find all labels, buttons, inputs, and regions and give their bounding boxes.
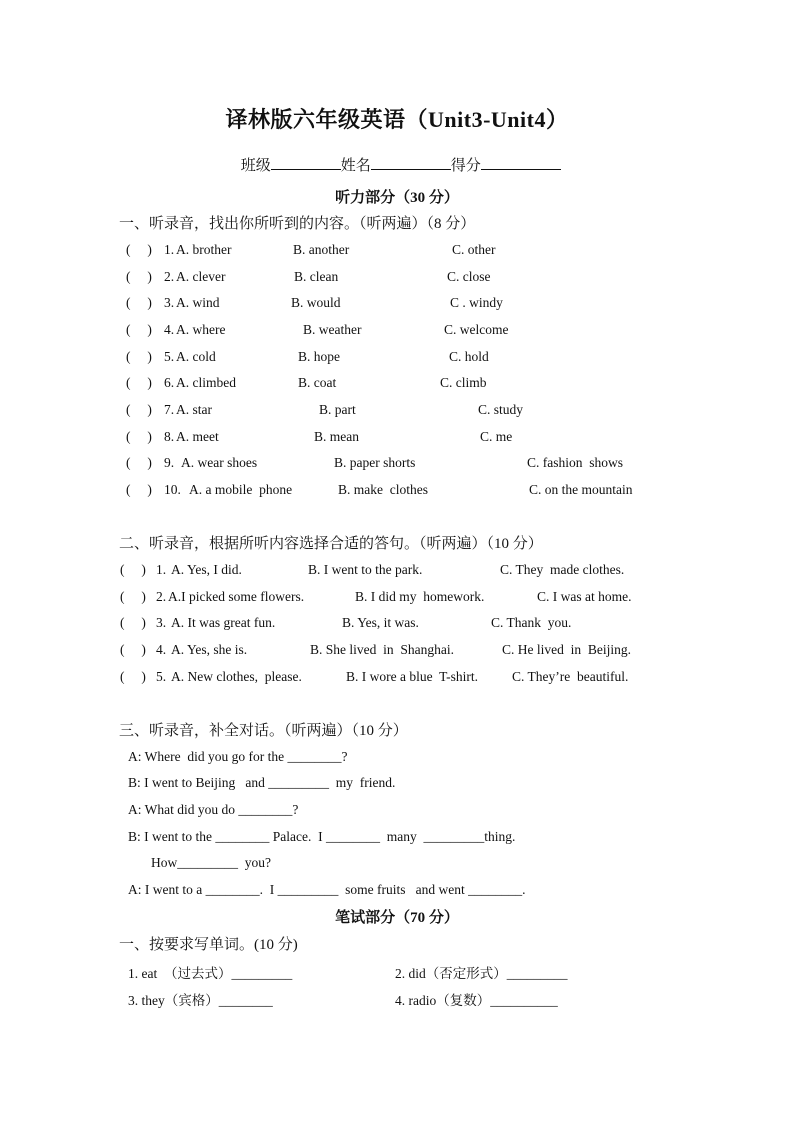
question-number: 5. [156, 669, 167, 684]
word-exercise-item: 4. radio（复数）__________ [395, 993, 558, 1008]
option-b: B. make clothes [338, 482, 428, 497]
answer-bracket[interactable]: ( ) [126, 242, 152, 257]
answer-bracket[interactable]: ( ) [120, 642, 146, 657]
dialogue-line: B: I went to the ________ Palace. I ________ many _________thing. [128, 829, 516, 844]
option-b: B. paper shorts [334, 455, 416, 470]
option-b: B. I did my homework. [355, 589, 485, 604]
option-c: C. hold [449, 349, 489, 364]
option-a: A. New clothes, please. [171, 669, 302, 684]
question-number: 7. [164, 402, 175, 417]
option-c: C . windy [450, 295, 503, 310]
listening-part1-label: 一、听录音，找出你所听到的内容。（听两遍）（8 分） [119, 216, 476, 232]
listening-part3-label: 三、听录音，补全对话。（听两遍）（10 分） [119, 723, 408, 739]
answer-bracket[interactable]: ( ) [126, 375, 152, 390]
option-b: B. I went to the park. [308, 562, 423, 577]
option-a: A. a mobile phone [189, 482, 293, 497]
answer-bracket[interactable]: ( ) [126, 402, 152, 417]
option-a: A. Yes, she is. [171, 642, 248, 657]
dialogue-line: How_________ you? [151, 855, 271, 870]
dialogue-line: A: I went to a ________. I _________ some fruits and went ________. [128, 882, 526, 897]
answer-bracket[interactable]: ( ) [126, 455, 152, 470]
answer-bracket[interactable]: ( ) [120, 615, 146, 630]
answer-bracket[interactable]: ( ) [126, 269, 152, 284]
option-a: A. climbed [176, 375, 236, 390]
option-b: B. coat [298, 375, 337, 390]
answer-bracket[interactable]: ( ) [120, 562, 146, 577]
question-number: 3. [164, 295, 175, 310]
question-number: 3. [156, 615, 167, 630]
question-number: 2. [164, 269, 175, 284]
student-info-line [0, 137, 794, 175]
question-number: 10. [164, 482, 181, 497]
option-b: B. I wore a blue T-shirt. [346, 669, 478, 684]
option-b: B. Yes, it was. [342, 615, 419, 630]
option-c: C. welcome [444, 322, 509, 337]
option-b: B. clean [294, 269, 339, 284]
option-a: A. clever [176, 269, 226, 284]
option-a: A. brother [176, 242, 232, 257]
option-a: A. It was great fun. [171, 615, 276, 630]
option-a: A. meet [176, 429, 219, 444]
option-a: A. where [176, 322, 226, 337]
option-c: C. fashion shows [527, 455, 624, 470]
question-number: 9. [164, 455, 175, 470]
option-b: B. hope [298, 349, 340, 364]
answer-bracket[interactable]: ( ) [126, 482, 152, 497]
option-c: C. He lived in Beijing. [502, 642, 631, 657]
option-c: C. study [478, 402, 524, 417]
option-c: C. other [452, 242, 496, 257]
writing-section-header: 笔试部分（70 分） [335, 910, 459, 926]
page-title: 译林版六年级英语（Unit3-Unit4） [225, 107, 569, 132]
option-c: C. me [480, 429, 513, 444]
option-c: C. climb [440, 375, 487, 390]
option-a: A. wear shoes [181, 455, 258, 470]
question-number: 6. [164, 375, 175, 390]
dialogue-line: B: I went to Beijing and _________ my friend. [128, 775, 396, 790]
score-field[interactable] [481, 154, 561, 170]
option-b: B. weather [303, 322, 362, 337]
answer-bracket[interactable]: ( ) [126, 429, 152, 444]
word-exercise-item: 3. they（宾格）________ [128, 993, 273, 1008]
dialogue-line: A: What did you do ________? [128, 802, 299, 817]
option-c: C. close [447, 269, 491, 284]
option-c: C. I was at home. [537, 589, 632, 604]
name-label: 姓名 [340, 158, 371, 174]
writing-part1-label: 一、按要求写单词。(10 分) [119, 937, 298, 953]
question-number: 8. [164, 429, 175, 444]
answer-bracket[interactable]: ( ) [126, 322, 152, 337]
option-a: A. cold [176, 349, 216, 364]
question-number: 5. [164, 349, 175, 364]
word-exercise-item: 2. did（否定形式）_________ [395, 966, 568, 981]
option-b: B. mean [314, 429, 359, 444]
option-b: B. She lived in Shanghai. [310, 642, 454, 657]
option-b: B. would [291, 295, 341, 310]
question-number: 2. [156, 589, 167, 604]
listening-part2-label: 二、听录音，根据所听内容选择合适的答句。（听两遍）（10 分） [119, 536, 543, 552]
option-a: A. wind [176, 295, 220, 310]
word-exercise-item: 1. eat （过去式）_________ [128, 966, 293, 981]
option-a: A. star [176, 402, 212, 417]
dialogue-line: A: Where did you go for the ________? [128, 749, 348, 764]
answer-bracket[interactable]: ( ) [126, 295, 152, 310]
question-number: 1. [156, 562, 167, 577]
answer-bracket[interactable]: ( ) [126, 349, 152, 364]
question-number: 4. [164, 322, 175, 337]
option-a: A. Yes, I did. [171, 562, 242, 577]
option-c: C. They’re beautiful. [512, 669, 629, 684]
option-b: B. part [319, 402, 356, 417]
option-c: C. They made clothes. [500, 562, 625, 577]
name-field[interactable] [371, 154, 451, 170]
option-a: A.I picked some flowers. [168, 589, 305, 604]
question-number: 1. [164, 242, 175, 257]
class-label: 班级 [240, 158, 271, 174]
option-c: C. Thank you. [491, 615, 572, 630]
class-field[interactable] [271, 154, 341, 170]
answer-bracket[interactable]: ( ) [120, 589, 146, 604]
option-b: B. another [293, 242, 350, 257]
question-number: 4. [156, 642, 167, 657]
listening-section-header: 听力部分（30 分） [335, 190, 459, 206]
option-c: C. on the mountain [529, 482, 633, 497]
score-label: 得分 [450, 158, 481, 174]
answer-bracket[interactable]: ( ) [120, 669, 146, 684]
